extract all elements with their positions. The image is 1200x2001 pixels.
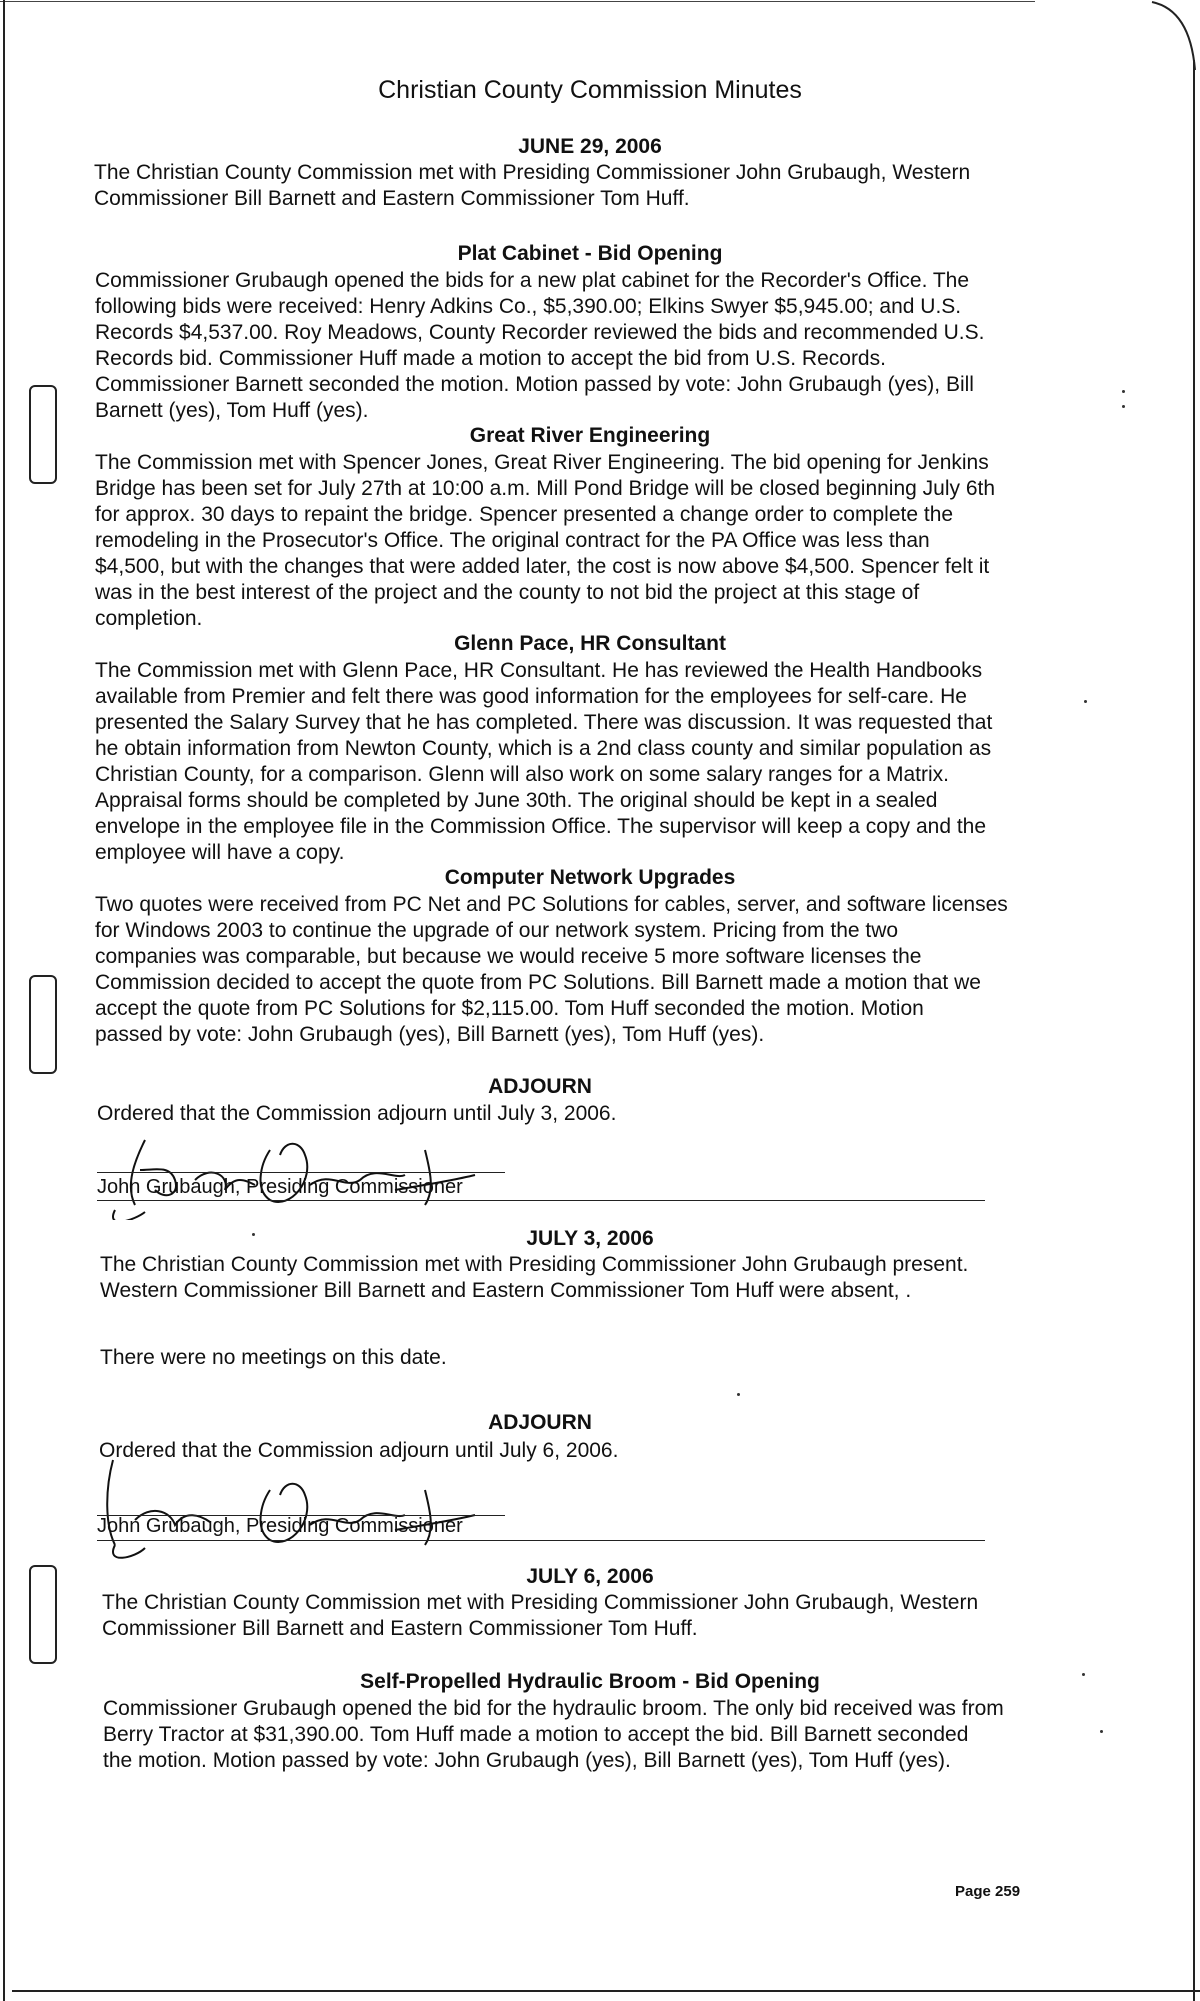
punch-hole-top xyxy=(29,385,57,484)
page-edge-right xyxy=(1193,60,1195,2001)
scan-speck xyxy=(1100,1730,1103,1733)
date-heading-july-3: JULY 3, 2006 xyxy=(526,1227,654,1250)
scan-speck xyxy=(1084,700,1087,703)
july-3-intro: The Christian County Commission met with Presiding Commissioner John Grubaugh present. Western Commissioner Bill Barnett and Eastern Commissioner Tom Huff were absent, . xyxy=(100,1253,969,1302)
june-29-intro: The Christian County Commission met with Presiding Commissioner John Grubaugh, Western Commissioner Bill Barnett and Eastern Commissioner Tom Huff. xyxy=(94,161,971,210)
date-heading-june-29: JUNE 29, 2006 xyxy=(518,135,662,158)
plat-cabinet-heading: Plat Cabinet - Bid Opening xyxy=(457,242,723,265)
punch-hole-middle xyxy=(29,975,57,1074)
signature-image-1 xyxy=(95,1110,515,1220)
great-river-heading: Great River Engineering xyxy=(469,424,711,447)
july-3-note: There were no meetings on this date. xyxy=(100,1346,447,1369)
network-upgrades-heading: Computer Network Upgrades xyxy=(444,866,736,889)
hydraulic-broom-body: Commissioner Grubaugh opened the bid for the hydraulic broom. The only bid received was from Berry Tractor at $31,390.00. Tom Huff made a motion to accept the bid. Bill Barnett seconded the motion. Motion passed by vote: John Grubaugh (yes), Bill Barnett (yes), Tom Huff (yes). xyxy=(103,1697,1004,1772)
scan-speck xyxy=(252,1233,255,1236)
page-edge-top xyxy=(0,1,1035,2)
document-title: Christian County Commission Minutes xyxy=(378,76,802,104)
network-upgrades-body: Two quotes were received from PC Net and PC Solutions for cables, server, and software licenses for Windows 2003 to continue the upgrade of our network system. Pricing from the two companies was comparable, but because we would receive 5 more software licenses the Commission decided to accept the quote from PC Solutions. Bill Barnett made a motion that we accept the quote from PC Solutions for $2,115.00. Tom Huff seconded the motion. Motion passed by vote: John Grubaugh (yes), Bill Barnett (yes), Tom Huff (yes). xyxy=(95,893,1008,1046)
punch-hole-bottom xyxy=(29,1565,57,1664)
scan-speck xyxy=(1122,390,1125,393)
signature-line-short-1 xyxy=(97,1172,505,1173)
signature-caption-2: John Grubaugh, Presiding Commissioner xyxy=(97,1515,463,1537)
signature-image-2 xyxy=(95,1450,515,1560)
great-river-body: The Commission met with Spencer Jones, Great River Engineering. The bid opening for Jenkins Bridge has been set for July 27th at 10:00 a.m. Mill Pond Bridge will be closed beginning July 6th for approx. 30 days to repaint the bridge. Spencer presented a change order to complete the remodeling in the Prosecutor's Office. The original contract for the PA Office was less than $4,500, but with the changes that were added later, the cost is now above $4,500. Spencer felt it was in the best interest of the project and the county to not bid the project at this stage of completion. xyxy=(95,451,996,630)
section-divider-2 xyxy=(97,1540,985,1541)
scan-speck xyxy=(1122,405,1125,408)
july-6-intro: The Christian County Commission met with Presiding Commissioner John Grubaugh, Western Commissioner Bill Barnett and Eastern Commissioner Tom Huff. xyxy=(102,1591,979,1640)
hydraulic-broom-heading: Self-Propelled Hydraulic Broom - Bid Opening xyxy=(360,1670,820,1693)
page-number: Page 259 xyxy=(955,1883,1021,1900)
hr-consultant-heading: Glenn Pace, HR Consultant xyxy=(454,632,726,655)
adjourn-text-2: Ordered that the Commission adjourn until July 6, 2006. xyxy=(99,1439,619,1462)
scan-speck xyxy=(737,1393,740,1396)
signature-caption-1: John Grubaugh, Presiding Commissioner xyxy=(97,1176,463,1198)
hr-consultant-body: The Commission met with Glenn Pace, HR Consultant. He has reviewed the Health Handbooks available from Premier and felt there was good information for the employees for self-care. He presented the Salary Survey that he has completed. There was discussion. It was requested that he obtain information from Newton County, which is a 2nd class county and similar population as Christian County, for a comparison. Glenn will also work on some salary ranges for a Matrix. Appraisal forms should be completed by June 30th. The original should be kept in a sealed envelope in the employee file in the Commission Office. The supervisor will keep a copy and the employee will have a copy. xyxy=(95,659,993,864)
adjourn-heading-2: ADJOURN xyxy=(488,1411,592,1434)
page-edge-left xyxy=(3,0,5,2001)
section-divider-1 xyxy=(97,1200,985,1201)
plat-cabinet-body: Commissioner Grubaugh opened the bids for a new plat cabinet for the Recorder's Office. The following bids were received: Henry Adkins Co., $5,390.00; Elkins Swyer $5,945.00; and U.S. Records $4,537.00. Roy Meadows, County Recorder reviewed the bids and recommended U.S. Records bid. Commissioner Huff made a motion to accept the bid from U.S. Records. Commissioner Barnett seconded the motion. Motion passed by vote: John Grubaugh (yes), Bill Barnett (yes), Tom Huff (yes). xyxy=(95,269,985,422)
adjourn-heading-1: ADJOURN xyxy=(488,1075,592,1098)
page-edge-bottom xyxy=(12,1990,1200,1992)
page-corner-curl xyxy=(1150,0,1200,70)
date-heading-july-6: JULY 6, 2006 xyxy=(526,1565,654,1588)
adjourn-text-1: Ordered that the Commission adjourn until July 3, 2006. xyxy=(97,1102,617,1125)
scan-speck xyxy=(1082,1673,1085,1676)
